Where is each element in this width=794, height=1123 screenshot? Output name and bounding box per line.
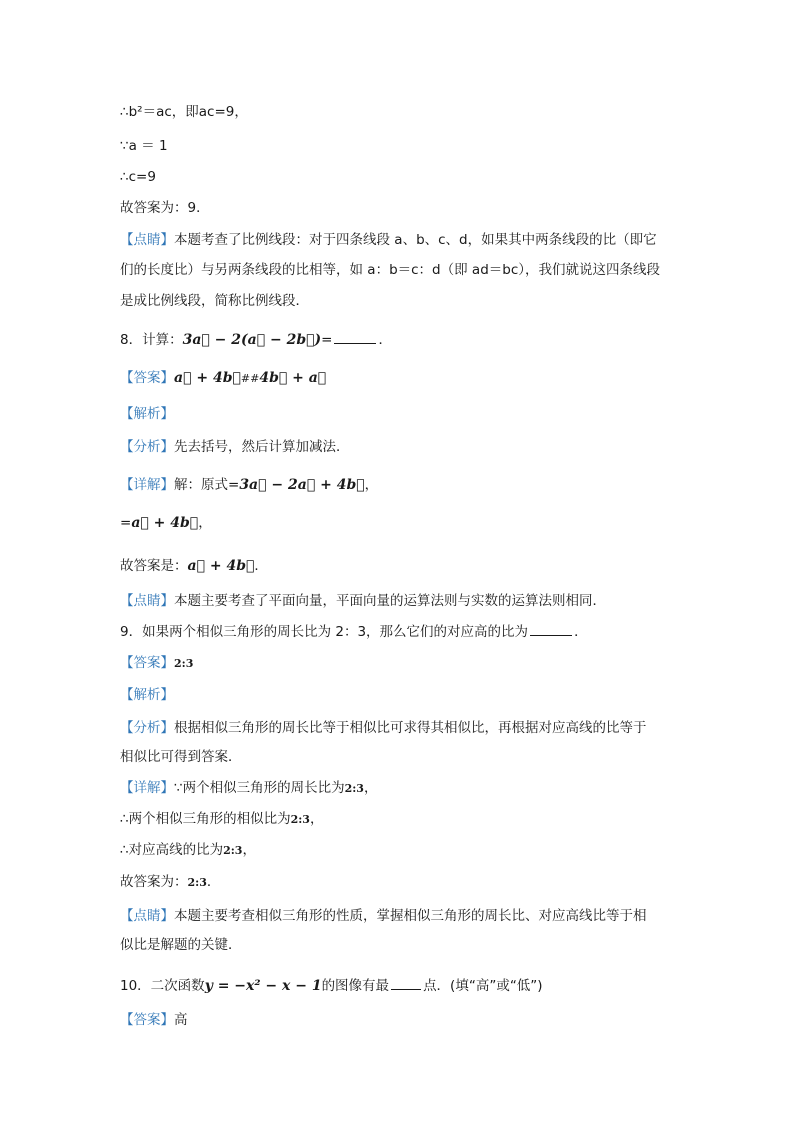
comment-line [120, 906, 647, 926]
question-number: 8．计算： [120, 332, 183, 348]
comment-line [120, 591, 606, 611]
text: 本题考查了比例线段：对于四条线段 a、b、c、d，如果其中两条线段的比（即它 [174, 232, 657, 248]
period: ． [574, 624, 588, 640]
text-line: 相似比可得到答案． [120, 749, 242, 765]
tag-analysis: 【解析】 [120, 687, 174, 703]
math-expression: 3a⃗ − 2(a⃗ − 2b⃗) [182, 332, 322, 348]
text: 故答案为： [120, 874, 188, 890]
tag-answer: 【答案】 [120, 1012, 174, 1028]
tag-detail: 【详解】 [120, 780, 174, 796]
tag-answer: 【答案】 [120, 655, 174, 671]
text-line: ∴b²＝ac，即ac=9， [120, 104, 248, 120]
answer-value: 高 [174, 1012, 188, 1028]
tag-dianjing: 【点睛】 [120, 908, 174, 924]
math-expression: y = −x² − x − 1 [204, 978, 322, 994]
math-expression: 4b⃗ + a⃗ [259, 370, 327, 386]
ratio-value: 2:3 [174, 657, 194, 670]
tag-dianjing: 【点睛】 [120, 593, 174, 609]
ratio-value: 2:3 [344, 782, 364, 795]
math-expression: a⃗ + 4b⃗ [174, 370, 241, 386]
step-line [120, 513, 212, 533]
fenxi-line [120, 718, 647, 738]
step-line [120, 809, 323, 830]
tag-fenxi: 【分析】 [120, 720, 174, 736]
analysis-line [120, 404, 174, 424]
text-line: 们的长度比）与另两条线段的比相等，如 a：b＝c：d（即 ad＝bc），我们就说这四条线段 [120, 262, 660, 278]
text-line: 是成比例线段，简称比例线段． [120, 293, 309, 309]
question-9 [120, 622, 588, 642]
text: 故答案是： [120, 558, 188, 574]
step-line [120, 840, 256, 861]
text: = [120, 515, 132, 531]
text: ∴对应高线的比为 [120, 842, 224, 858]
detail-line [120, 778, 377, 799]
ratio-value: 2:3 [223, 844, 243, 857]
text: ． [254, 558, 268, 574]
answer-blank [334, 331, 376, 344]
answer-line [120, 368, 326, 389]
ratio-value: 2:3 [290, 813, 310, 826]
answer-blank [391, 977, 421, 990]
answer-line [120, 653, 193, 674]
question-number: 10．二次函数 [120, 978, 205, 994]
final-line [120, 556, 268, 576]
tag-detail: 【详解】 [120, 477, 174, 493]
text: 根据相似三角形的周长比等于相似比可求得其相似比，再根据对应高线的比等于 [174, 720, 647, 736]
text: 解：原式= [174, 477, 240, 493]
text: ∴两个相似三角形的相似比为 [120, 811, 291, 827]
text-line: ∵a ＝ 1 [120, 138, 168, 154]
text: ， [364, 477, 379, 493]
answer-separator: ## [240, 372, 260, 385]
text-line: 似比是解题的关键． [120, 937, 242, 953]
answer-blank [530, 623, 572, 636]
text: 本题主要考查相似三角形的性质，掌握相似三角形的周长比、对应高线比等于相 [174, 908, 647, 924]
ratio-value: 2:3 [187, 876, 207, 889]
equals: = [321, 332, 333, 348]
period: ． [378, 332, 392, 348]
text: ， [198, 515, 212, 531]
text: ， [242, 842, 256, 858]
tag-fenxi: 【分析】 [120, 439, 174, 455]
text: 先去括号，然后计算加减法． [174, 439, 350, 455]
math-expression: a⃗ + 4b⃗ [187, 558, 255, 574]
question-10 [120, 976, 543, 996]
question-text: 9．如果两个相似三角形的周长比为 2：3，那么它们的对应高的比为 [120, 624, 529, 640]
math-expression: a⃗ + 4b⃗ [131, 515, 199, 531]
text: ， [309, 811, 324, 827]
tag-dianjing: 【点睛】 [120, 232, 174, 248]
text: ∵两个相似三角形的周长比为 [174, 780, 345, 796]
tag-answer: 【答案】 [120, 370, 174, 386]
math-expression: 3a⃗ − 2a⃗ + 4b⃗ [239, 477, 365, 493]
text: ． [206, 874, 221, 890]
text: 的图像有最 [321, 978, 390, 994]
text: ， [363, 780, 378, 796]
analysis-line [120, 685, 174, 705]
text-line: ∴c=9 [120, 169, 156, 185]
fenxi-line [120, 437, 350, 457]
comment-line [120, 230, 657, 250]
question-8 [120, 330, 392, 350]
answer-line [120, 1010, 188, 1030]
detail-line [120, 475, 378, 495]
text: 点．(填“高”或“低”) [423, 978, 543, 994]
final-line [120, 872, 220, 893]
text: 本题主要考查了平面向量，平面向量的运算法则与实数的运算法则相同． [174, 593, 606, 609]
tag-analysis: 【解析】 [120, 406, 174, 422]
text-line: 故答案为：9． [120, 200, 210, 216]
